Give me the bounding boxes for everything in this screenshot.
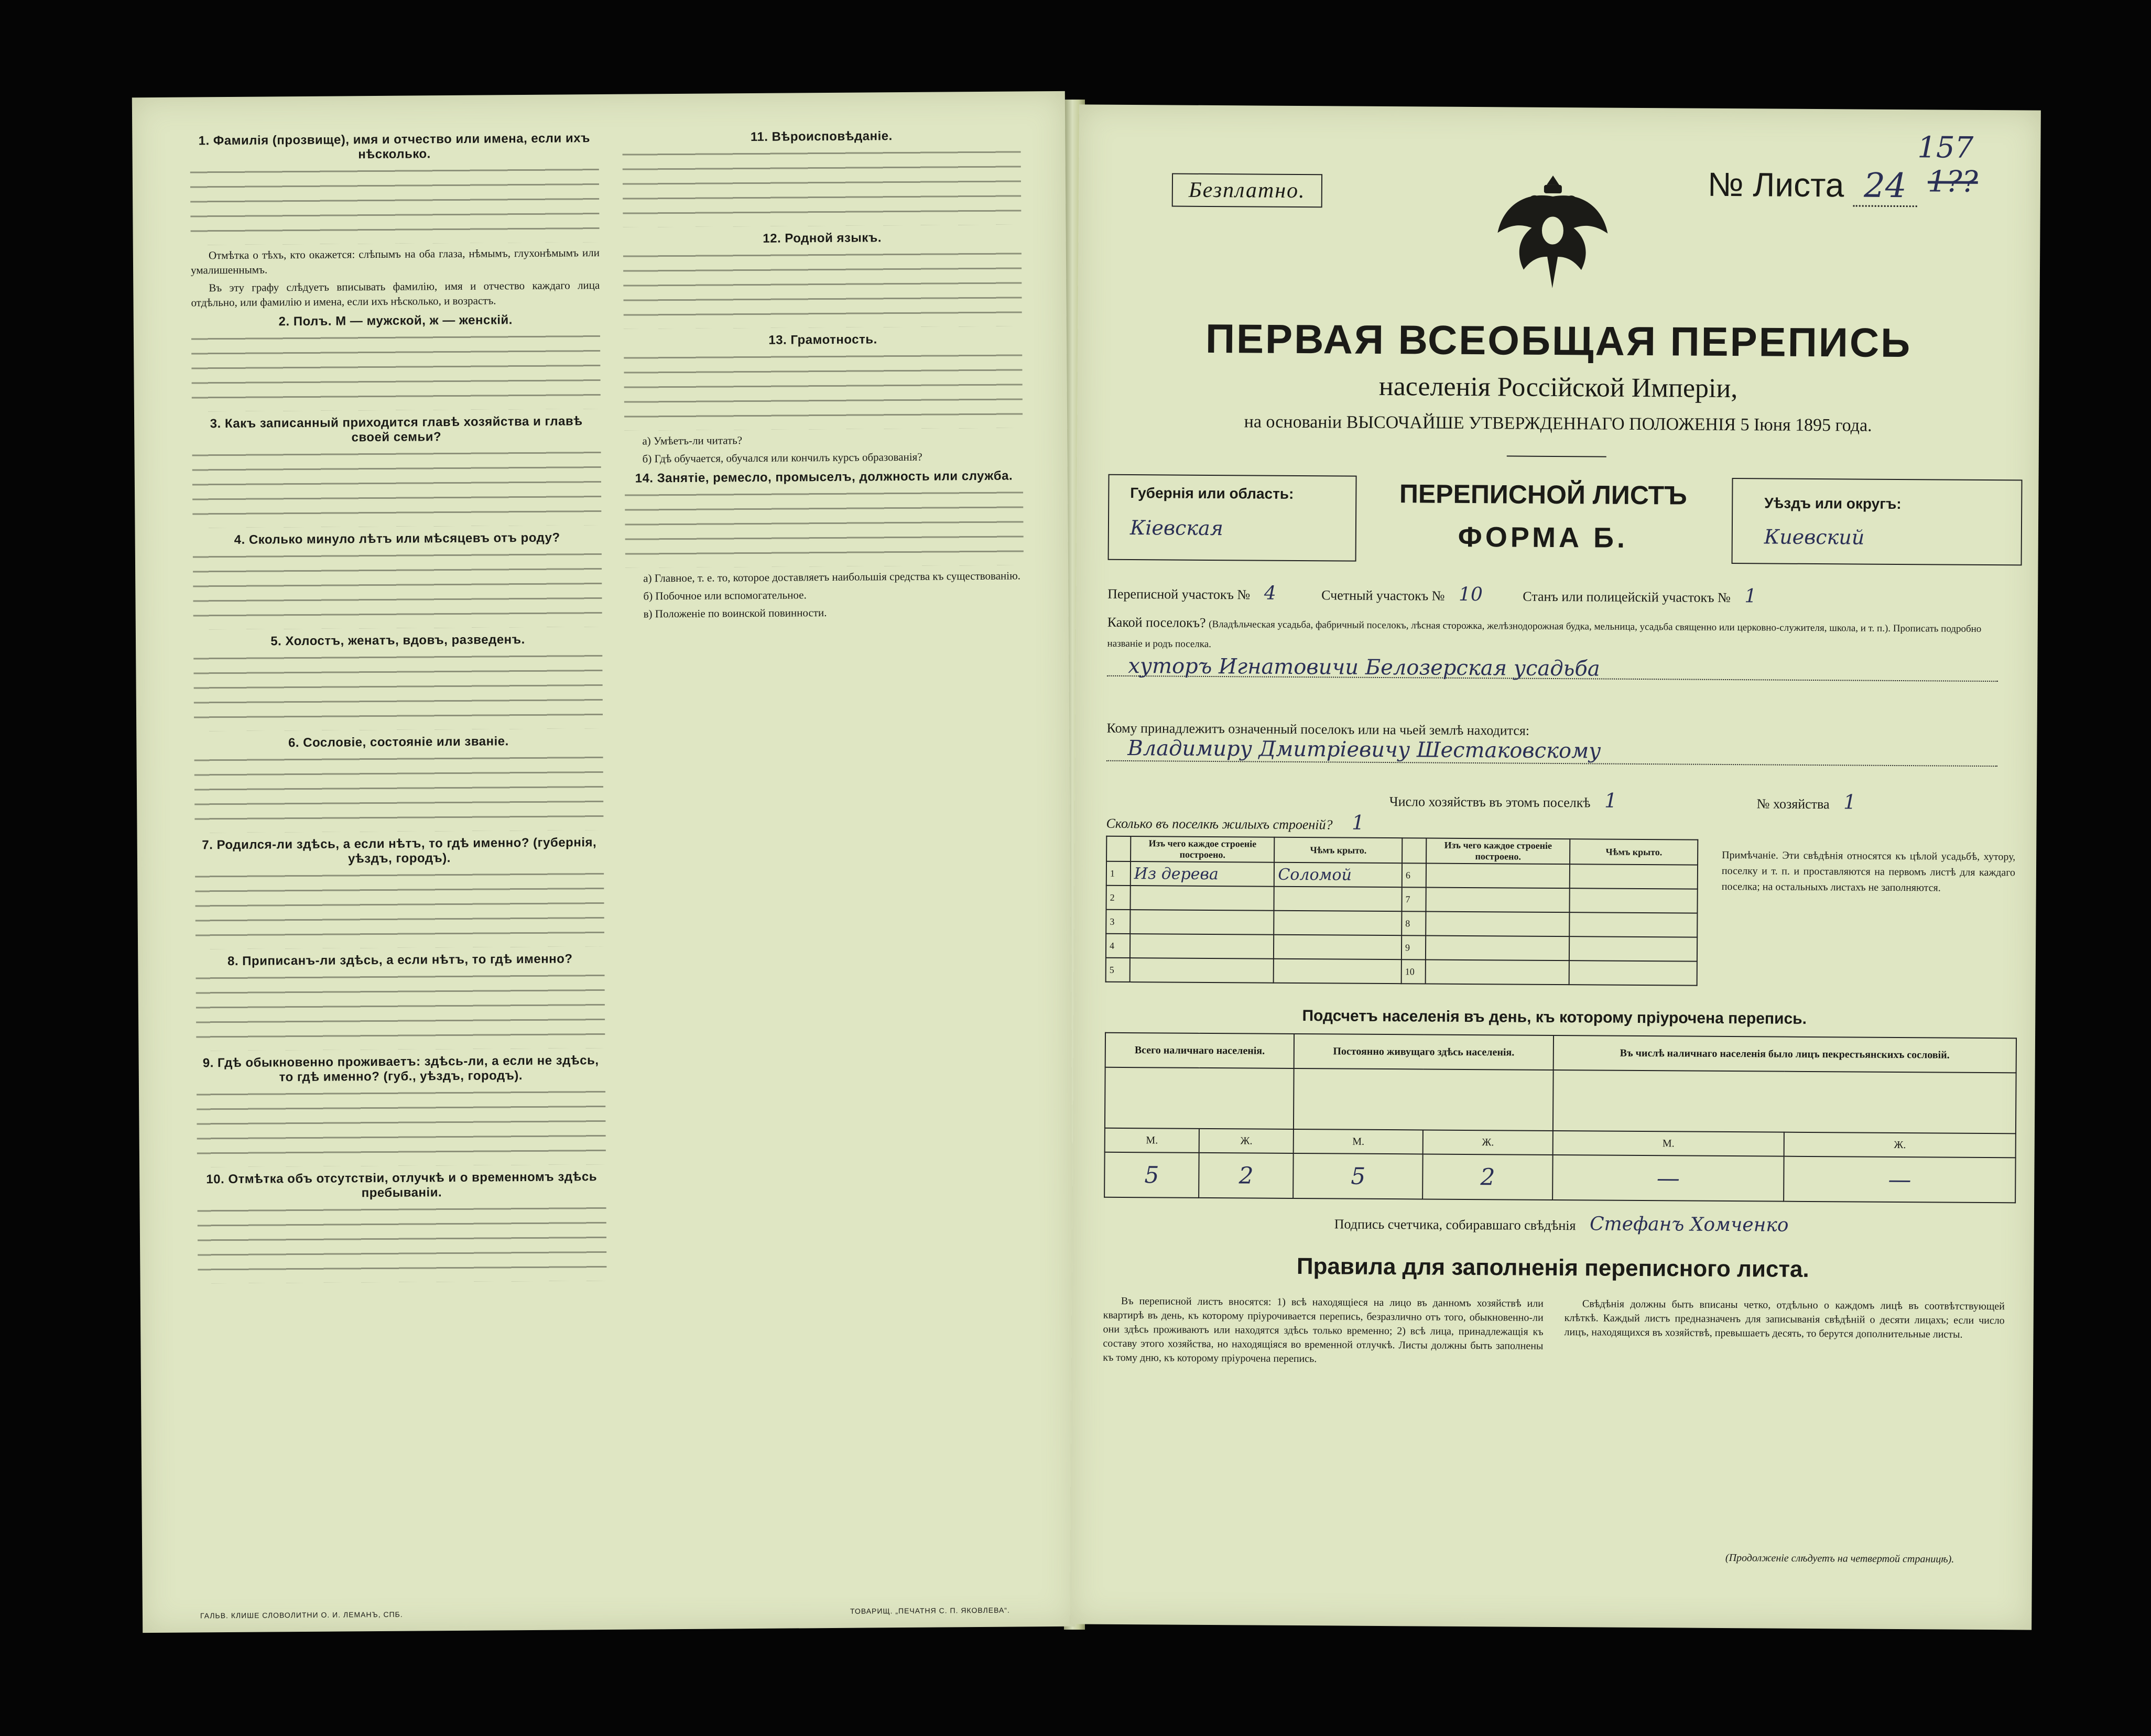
count-m-1: М. bbox=[1105, 1128, 1199, 1153]
instruction-heading: 9. Гдѣ обыкновенно проживаетъ: здѣсь-ли, а если не здѣсь, то гдѣ именно? (губ., уѣздъ, городъ). bbox=[202, 1053, 599, 1085]
instruction-text-block bbox=[624, 349, 1023, 430]
instruction-paragraph: а) Умѣетъ-ли читать? bbox=[642, 434, 743, 447]
instruction-heading: 8. Приписанъ-ли здѣсь, а если нѣтъ, то гдѣ именно? bbox=[227, 952, 573, 969]
households-line bbox=[1389, 788, 1856, 813]
building-roof bbox=[1569, 936, 1697, 961]
gubernia-value: Кіевская bbox=[1129, 516, 1224, 540]
buildings-head-material: Изъ чего каждое строеніе построено. bbox=[1131, 836, 1275, 862]
instruction-text-block bbox=[192, 446, 601, 528]
building-number: 7 bbox=[1402, 887, 1426, 911]
building-number: 9 bbox=[1402, 935, 1426, 959]
free-of-charge-label: Безплатно. bbox=[1172, 173, 1322, 208]
building-material bbox=[1129, 958, 1274, 983]
count-m-3: М. bbox=[1552, 1131, 1784, 1156]
buildings-row bbox=[1106, 910, 1697, 937]
form-title: ПЕРЕПИСНОЙ ЛИСТЪ bbox=[1399, 479, 1687, 510]
enumerator-signature bbox=[1334, 1211, 1789, 1236]
owner-value: Владимиру Дмитріевичу Шестаковскому bbox=[1106, 736, 1997, 767]
building-material bbox=[1426, 935, 1570, 960]
instruction-paragraph: а) Главное, т. е. то, которое доставляетъ наибольшія средства къ существованію. bbox=[643, 569, 1021, 585]
instruction-paragraph: б) Гдѣ обучается, обучался или кончилъ курсъ образованія? bbox=[642, 450, 922, 465]
building-roof bbox=[1569, 960, 1697, 985]
instruction-heading: 10. Отмѣтка объ отсутствіи, отлучкѣ и о временномъ здѣсь пребываніи. bbox=[206, 1170, 598, 1200]
sheet-number-value: 24 bbox=[1853, 166, 1917, 207]
buildings-row bbox=[1106, 886, 1697, 913]
instruction-paragraph: Въ эту графу слѣдуетъ вписывать фамилію, имя и отчество каждаго лица отдѣльно, или фамилію и имена, если ихъ нѣсколько, и возрастъ. bbox=[191, 279, 600, 309]
building-number: 5 bbox=[1106, 958, 1130, 982]
instruction-text-block bbox=[622, 146, 1021, 227]
building-roof bbox=[1570, 912, 1698, 937]
buildings-count-value: 1 bbox=[1351, 811, 1365, 834]
poselok-value: хуторъ Игнатовичи Белозерская усадьба bbox=[1107, 657, 1998, 682]
poselok-label: Какой поселокъ? bbox=[1107, 614, 1206, 630]
instruction-heading: 1. Фамилія (прозвище), имя и отчество или имена, если ихъ нѣсколько. bbox=[198, 131, 591, 162]
building-roof bbox=[1274, 887, 1402, 911]
imperial-eagle-emblem bbox=[1487, 165, 1619, 297]
buildings-table bbox=[1105, 836, 1699, 986]
instruction-heading: 7. Родился-ли здѣсь, а если нѣтъ, то гдѣ именно? (губернія, уѣздъ, городъ). bbox=[202, 835, 597, 866]
count-resident-f: 2 bbox=[1423, 1154, 1553, 1200]
buildings-row bbox=[1106, 958, 1697, 986]
owner-label: Кому принадлежитъ означенный поселокъ или на чьей землѣ находится: bbox=[1106, 720, 1530, 738]
building-roof bbox=[1570, 888, 1698, 913]
building-roof bbox=[1274, 935, 1402, 959]
instruction-heading: 12. Родной языкъ. bbox=[763, 231, 882, 246]
perepisnoy-uchastok-value: 4 bbox=[1264, 582, 1276, 604]
schetny-uchastok-label: Счетный участокъ № bbox=[1321, 587, 1445, 604]
count-col-nonpeasant: Въ числѣ наличнаго населенія было лицъ пекрестьянскихъ сословій. bbox=[1553, 1035, 2016, 1073]
rules-column-1 bbox=[1103, 1294, 1544, 1371]
instruction-heading: 2. Полъ. М — мужской, ж — женскій. bbox=[278, 313, 513, 329]
signature-value: Стефанъ Хомченко bbox=[1589, 1213, 1789, 1236]
building-roof bbox=[1570, 864, 1698, 889]
building-material bbox=[1425, 959, 1569, 985]
instruction-heading: 13. Грамотность. bbox=[768, 332, 877, 347]
poselok-instruction: (Владѣльческая усадьба, фабричный поселокъ, лѣсная сторожка, желѣзнодорожная будка, мельница, усадьба священно или церковно-служителя, школа, и т. п.). Прописать подробно названіе и родъ поселка. bbox=[1107, 618, 1982, 650]
building-number: 1 bbox=[1106, 861, 1131, 886]
buildings-note: Примѣчаніе. Эти свѣдѣнія относятся къ цѣлой усадьбѣ, хутору, поселку и т. п. и проставляются на первомъ листѣ для каждаго поселка; на остальныхъ листахъ не заполняются. bbox=[1721, 849, 2016, 894]
gubernia-box bbox=[1108, 474, 1357, 562]
uezd-label: Уѣздъ или округъ: bbox=[1764, 495, 1902, 512]
buildings-head-roof-2: Чѣмъ крыто. bbox=[1570, 839, 1698, 865]
building-number: 8 bbox=[1402, 911, 1426, 935]
building-roof bbox=[1274, 959, 1402, 984]
buildings-head-material-2: Изъ чего каждое строеніе построено. bbox=[1426, 838, 1570, 864]
census-subtitle: населенія Россійской Имперіи, bbox=[1378, 371, 1738, 404]
right-page-census-form bbox=[1070, 104, 2041, 1630]
instructions-column-1 bbox=[190, 126, 606, 1286]
building-material bbox=[1426, 887, 1570, 912]
count-m-2: М. bbox=[1294, 1129, 1423, 1154]
instruction-text-block bbox=[197, 1086, 606, 1167]
count-col-present: Всего наличнаго населенія. bbox=[1105, 1033, 1295, 1068]
rules-continued: (Продолженіе слѣдуетъ на четвертой страницѣ). bbox=[1725, 1552, 1954, 1565]
building-roof bbox=[1274, 911, 1402, 935]
uchastok-line bbox=[1107, 582, 2025, 609]
buildings-row bbox=[1106, 934, 1697, 962]
printer-credit-right: ТОВАРИЩ. „ПЕЧАТНЯ С. П. ЯКОВЛЕВА“. bbox=[850, 1606, 1010, 1615]
count-col-resident: Постоянно живущаго здѣсь населенія. bbox=[1294, 1034, 1554, 1070]
building-material: Из дерева bbox=[1131, 861, 1275, 887]
instruction-text-block bbox=[623, 247, 1022, 329]
building-material bbox=[1426, 911, 1570, 936]
instruction-text-block bbox=[193, 650, 603, 731]
rules-text-2: Свѣдѣнія должны быть вписаны четко, отдѣльно о каждомъ лицѣ въ соотвѣтствующей клѣткѣ. Каждый листъ предназначенъ для записыванія свѣдѣній о десяти лицахъ; если число лицъ, находящихся въ хозяйствѣ, превышаетъ десять, то берутся дополнительные листы. bbox=[1564, 1298, 2005, 1340]
building-number: 10 bbox=[1402, 959, 1426, 984]
count-resident-m: 5 bbox=[1293, 1153, 1423, 1199]
buildings-count-label: Сколько въ поселкѣ жилыхъ строеній? bbox=[1106, 815, 1333, 833]
instruction-text-block bbox=[195, 868, 604, 949]
household-number-value: 1 bbox=[1843, 790, 1856, 814]
count-present-m: 5 bbox=[1104, 1152, 1199, 1198]
instruction-paragraph: б) Побочное или вспомогательное. bbox=[643, 588, 807, 603]
uezd-box bbox=[1732, 478, 2023, 565]
archive-number-crossed: 1?? bbox=[1927, 165, 1978, 199]
building-number: 3 bbox=[1106, 910, 1130, 934]
instruction-heading: 14. Занятіе, ремесло, промыселъ, должность или служба. bbox=[635, 468, 1013, 486]
form-name: ФОРМА Б. bbox=[1458, 521, 1628, 554]
rules-title: Правила для заполненія переписного листа. bbox=[1296, 1253, 1809, 1282]
stan-value: 1 bbox=[1744, 585, 1757, 607]
archive-number bbox=[1917, 130, 2041, 199]
instruction-paragraph: в) Положеніе по воинской повинности. bbox=[643, 606, 827, 620]
count-nonpeasant-m: — bbox=[1552, 1155, 1784, 1202]
gubernia-label: Губернія или область: bbox=[1130, 485, 1294, 502]
schetny-uchastok-value: 10 bbox=[1458, 583, 1483, 606]
instruction-heading: 11. Вѣроисповѣданіе. bbox=[750, 129, 893, 145]
census-basis: на основаніи ВЫСОЧАЙШЕ УТВЕРЖДЕННАГО ПОЛОЖЕНІЯ 5 Іюня 1895 года. bbox=[1244, 412, 1872, 435]
count-f-3: Ж. bbox=[1784, 1132, 2016, 1158]
sheet-number-label: № Листа bbox=[1707, 165, 1844, 204]
rules-text-1: Въ переписной листъ вносятся: 1) всѣ находящіеся на лицо въ данномъ хозяйствѣ или квартирѣ въ день, къ которому пріурочивается перепись, безразлично отъ того, обыкновенно-ли они здѣсь проживаютъ или находятся здѣсь только временно; 2) всѣ лица, принадлежащія къ составу этого хозяйства, но находящіяся во временной отлучкѣ. Листы должны быть заполнены къ тому дню, къ которому пріурочена перепись. bbox=[1103, 1295, 1544, 1365]
households-count-label: Число хозяйствъ въ этомъ поселкѣ bbox=[1389, 794, 1591, 811]
count-title: Подсчетъ населенія въ день, къ которому пріурочена перепись. bbox=[1302, 1007, 1807, 1028]
instruction-heading: 3. Какъ записанный приходится главѣ хозяйства и главѣ своей семьи? bbox=[210, 414, 583, 445]
instruction-heading: 4. Сколько минуло лѣтъ или мѣсяцевъ отъ роду? bbox=[234, 530, 560, 547]
buildings-row bbox=[1106, 861, 1698, 889]
instruction-paragraph: Отмѣтка о тѣхъ, кто окажется: слѣпымъ на оба глаза, нѣмымъ, глухонѣмымъ или умалишеннымъ. bbox=[191, 246, 600, 277]
census-title: ПЕРВАЯ ВСЕОБЩАЯ ПЕРЕПИСЬ bbox=[1205, 315, 1912, 366]
uezd-value: Киевский bbox=[1764, 525, 1865, 549]
building-roof: Соломой bbox=[1274, 862, 1402, 887]
building-material bbox=[1130, 910, 1274, 935]
instruction-text-block bbox=[191, 330, 601, 411]
instruction-text-block bbox=[193, 548, 602, 629]
building-number: 2 bbox=[1106, 886, 1130, 910]
count-f-2: Ж. bbox=[1423, 1130, 1552, 1155]
households-count-value: 1 bbox=[1604, 789, 1617, 812]
instruction-heading: 5. Холостъ, женатъ, вдовъ, разведенъ. bbox=[270, 632, 525, 649]
buildings-head-roof: Чѣмъ крыто. bbox=[1275, 837, 1403, 863]
left-page-instructions bbox=[132, 91, 1076, 1633]
poselok-line bbox=[1107, 613, 1998, 682]
owner-line bbox=[1106, 720, 1997, 767]
count-f-1: Ж. bbox=[1199, 1129, 1294, 1153]
buildings-line bbox=[1106, 810, 1364, 834]
sheet-number bbox=[1708, 165, 1917, 205]
population-table bbox=[1104, 1032, 2017, 1204]
archive-number-current: 157 bbox=[1917, 130, 1974, 165]
perepisnoy-uchastok-label: Переписной участокъ № bbox=[1107, 586, 1251, 603]
count-present-f: 2 bbox=[1199, 1153, 1294, 1198]
building-material bbox=[1130, 934, 1274, 959]
signature-label: Подпись счетчика, собиравшаго свѣдѣнія bbox=[1334, 1216, 1576, 1233]
building-material bbox=[1130, 886, 1274, 911]
household-number-label: № хозяйства bbox=[1756, 796, 1830, 812]
building-number: 4 bbox=[1106, 934, 1130, 958]
count-nonpeasant-f: — bbox=[1784, 1156, 2015, 1203]
instruction-text-block bbox=[625, 486, 1024, 567]
instruction-text-block bbox=[195, 969, 605, 1051]
title-divider bbox=[1507, 455, 1606, 457]
instruction-heading: 6. Сословіе, состояніе или званіе. bbox=[288, 734, 509, 750]
stan-label: Станъ или полицейскій участокъ № bbox=[1523, 588, 1731, 606]
instruction-text-block bbox=[190, 163, 600, 245]
instruction-text-block bbox=[194, 751, 604, 833]
building-number: 6 bbox=[1402, 863, 1426, 887]
instruction-text-block bbox=[198, 1202, 607, 1283]
building-material bbox=[1426, 863, 1570, 888]
instructions-column-2 bbox=[622, 123, 1024, 624]
rules-column-2 bbox=[1564, 1297, 2005, 1345]
printer-credit-left: ГАЛЬВ. КЛИШЕ СЛОВОЛИТНИ О. И. ЛЕМАНЪ, СПБ. bbox=[200, 1610, 403, 1620]
